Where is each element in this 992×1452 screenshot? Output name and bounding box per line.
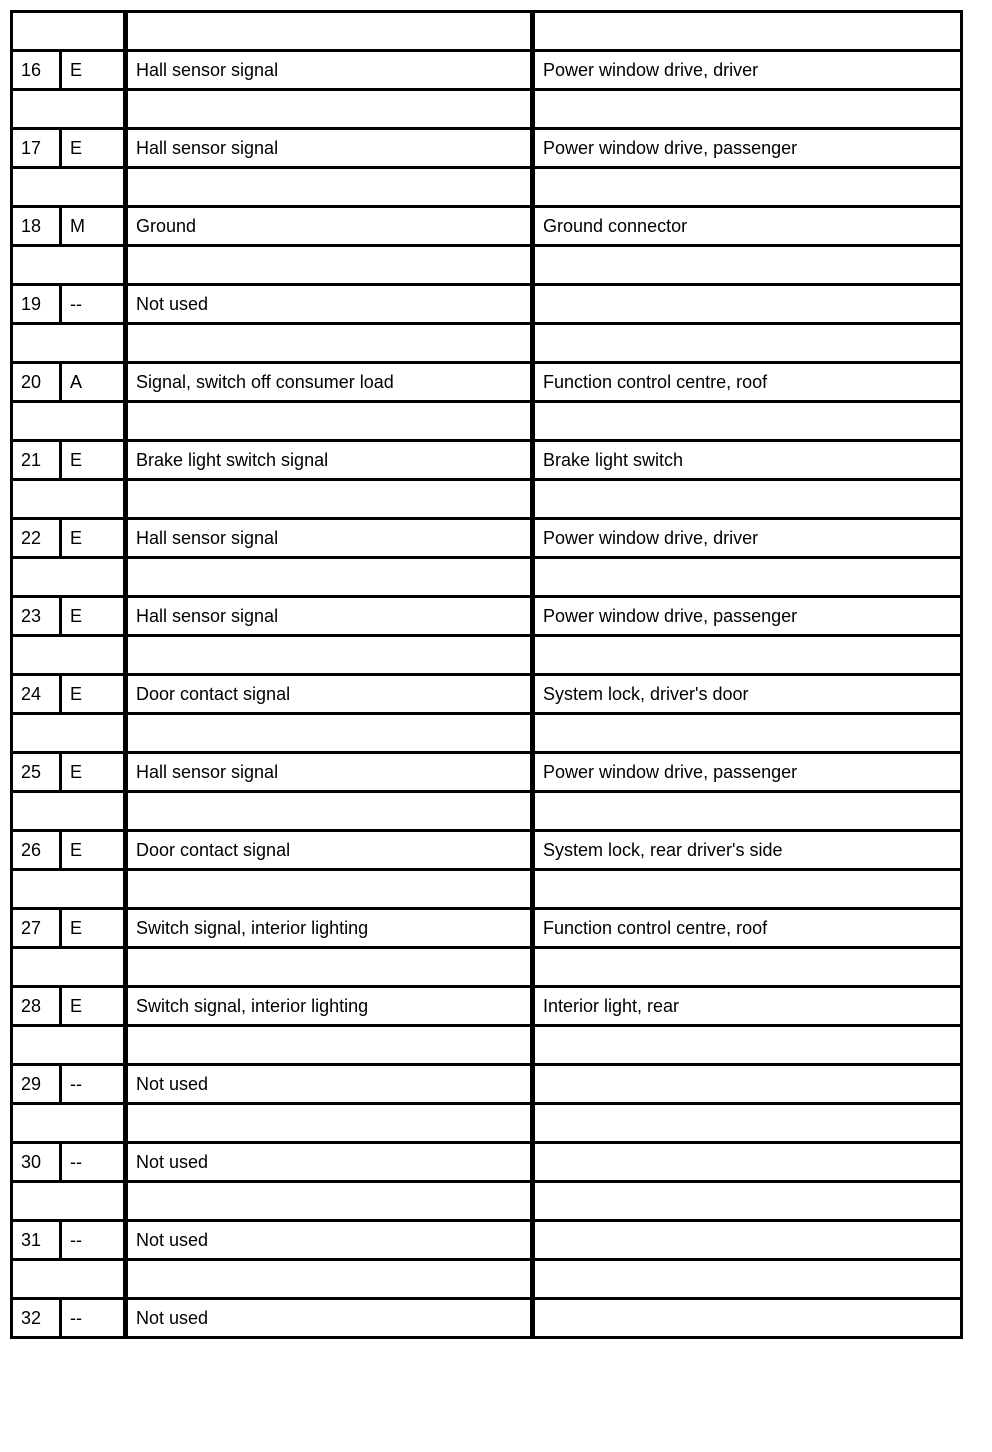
spacer-row [12, 1182, 962, 1221]
spacer-cell-signal [126, 480, 533, 519]
component-cell [533, 1221, 962, 1260]
component-cell: Ground connector [533, 207, 962, 246]
component-cell: Power window drive, passenger [533, 129, 962, 168]
spacer-row [12, 1104, 962, 1143]
spacer-cell-component [533, 1182, 962, 1221]
pin-number-cell: 26 [12, 831, 61, 870]
component-cell: System lock, rear driver's side [533, 831, 962, 870]
spacer-cell-component [533, 1026, 962, 1065]
pin-number-cell: 23 [12, 597, 61, 636]
table-row [12, 753, 962, 792]
spacer-cell-signal [126, 402, 533, 441]
spacer-cell-pin-type [12, 1026, 126, 1065]
table-row [12, 51, 962, 90]
pin-number-cell: 22 [12, 519, 61, 558]
spacer-cell-pin-type [12, 870, 126, 909]
pin-type-cell: E [61, 987, 126, 1026]
pin-number-cell: 27 [12, 909, 61, 948]
spacer-cell-pin-type [12, 792, 126, 831]
pin-number-cell: 19 [12, 285, 61, 324]
spacer-row [12, 1260, 962, 1299]
pin-type-cell: E [61, 51, 126, 90]
pin-type-cell: A [61, 363, 126, 402]
spacer-row [12, 792, 962, 831]
spacer-cell-pin-type [12, 480, 126, 519]
table-row [12, 597, 962, 636]
spacer-row [12, 636, 962, 675]
pin-number-cell: 24 [12, 675, 61, 714]
spacer-cell-pin-type [12, 714, 126, 753]
signal-description-cell: Door contact signal [126, 675, 533, 714]
spacer-cell-pin-type [12, 402, 126, 441]
component-cell [533, 1065, 962, 1104]
spacer-cell-signal [126, 714, 533, 753]
spacer-cell-signal [126, 90, 533, 129]
spacer-row [12, 558, 962, 597]
signal-description-cell: Hall sensor signal [126, 129, 533, 168]
spacer-cell-pin-type [12, 324, 126, 363]
pin-type-cell: E [61, 675, 126, 714]
pin-number-cell: 32 [12, 1299, 61, 1338]
table-row [12, 1299, 962, 1338]
component-cell: System lock, driver's door [533, 675, 962, 714]
pin-type-cell: E [61, 831, 126, 870]
spacer-cell-component [533, 558, 962, 597]
spacer-cell-component [533, 636, 962, 675]
pin-number-cell: 18 [12, 207, 61, 246]
spacer-row [12, 12, 962, 51]
pin-type-cell: -- [61, 285, 126, 324]
spacer-row [12, 870, 962, 909]
table-row [12, 129, 962, 168]
component-cell [533, 1143, 962, 1182]
signal-description-cell: Brake light switch signal [126, 441, 533, 480]
spacer-cell-pin-type [12, 1182, 126, 1221]
pin-type-cell: M [61, 207, 126, 246]
component-cell: Power window drive, passenger [533, 597, 962, 636]
spacer-cell-pin-type [12, 558, 126, 597]
table-row [12, 1065, 962, 1104]
pin-number-cell: 21 [12, 441, 61, 480]
component-cell: Function control centre, roof [533, 363, 962, 402]
table-row [12, 285, 962, 324]
spacer-cell-component [533, 714, 962, 753]
pin-type-cell: E [61, 597, 126, 636]
spacer-cell-pin-type [12, 12, 126, 51]
pin-number-cell: 30 [12, 1143, 61, 1182]
spacer-cell-signal [126, 324, 533, 363]
component-cell: Function control centre, roof [533, 909, 962, 948]
table-row [12, 831, 962, 870]
component-cell: Power window drive, driver [533, 51, 962, 90]
spacer-cell-signal [126, 948, 533, 987]
spacer-row [12, 480, 962, 519]
spacer-row [12, 402, 962, 441]
pin-type-cell: -- [61, 1299, 126, 1338]
spacer-cell-pin-type [12, 246, 126, 285]
component-cell: Power window drive, passenger [533, 753, 962, 792]
pin-type-cell: E [61, 129, 126, 168]
pin-number-cell: 20 [12, 363, 61, 402]
spacer-cell-component [533, 792, 962, 831]
spacer-cell-pin-type [12, 948, 126, 987]
spacer-cell-pin-type [12, 1260, 126, 1299]
component-cell: Power window drive, driver [533, 519, 962, 558]
pin-number-cell: 29 [12, 1065, 61, 1104]
spacer-cell-signal [126, 1026, 533, 1065]
component-cell [533, 1299, 962, 1338]
spacer-cell-signal [126, 1182, 533, 1221]
table-row [12, 909, 962, 948]
pin-type-cell: E [61, 909, 126, 948]
spacer-cell-pin-type [12, 636, 126, 675]
table-row [12, 363, 962, 402]
spacer-cell-signal [126, 168, 533, 207]
pin-type-cell: E [61, 441, 126, 480]
spacer-cell-signal [126, 246, 533, 285]
component-cell: Interior light, rear [533, 987, 962, 1026]
spacer-row [12, 246, 962, 285]
spacer-cell-pin-type [12, 168, 126, 207]
spacer-cell-signal [126, 1104, 533, 1143]
spacer-cell-component [533, 12, 962, 51]
spacer-cell-component [533, 480, 962, 519]
spacer-cell-component [533, 1260, 962, 1299]
spacer-cell-component [533, 1104, 962, 1143]
signal-description-cell: Switch signal, interior lighting [126, 909, 533, 948]
pin-number-cell: 16 [12, 51, 61, 90]
signal-description-cell: Door contact signal [126, 831, 533, 870]
signal-description-cell: Not used [126, 1299, 533, 1338]
spacer-cell-signal [126, 1260, 533, 1299]
spacer-cell-component [533, 324, 962, 363]
table-row [12, 1143, 962, 1182]
pin-number-cell: 17 [12, 129, 61, 168]
spacer-cell-component [533, 168, 962, 207]
signal-description-cell: Switch signal, interior lighting [126, 987, 533, 1026]
pin-number-cell: 28 [12, 987, 61, 1026]
signal-description-cell: Not used [126, 1221, 533, 1260]
spacer-cell-signal [126, 636, 533, 675]
spacer-cell-signal [126, 870, 533, 909]
spacer-row [12, 714, 962, 753]
component-cell: Brake light switch [533, 441, 962, 480]
pin-number-cell: 25 [12, 753, 61, 792]
spacer-row [12, 324, 962, 363]
signal-description-cell: Not used [126, 1065, 533, 1104]
table-row [12, 519, 962, 558]
table-body [12, 12, 962, 1338]
signal-description-cell: Signal, switch off consumer load [126, 363, 533, 402]
table-row [12, 1221, 962, 1260]
spacer-cell-component [533, 870, 962, 909]
spacer-cell-component [533, 246, 962, 285]
signal-description-cell: Hall sensor signal [126, 597, 533, 636]
spacer-row [12, 168, 962, 207]
pin-type-cell: E [61, 519, 126, 558]
signal-description-cell: Hall sensor signal [126, 753, 533, 792]
signal-description-cell: Ground [126, 207, 533, 246]
signal-description-cell: Not used [126, 285, 533, 324]
spacer-cell-signal [126, 558, 533, 597]
spacer-cell-component [533, 90, 962, 129]
table-row [12, 441, 962, 480]
pin-type-cell: -- [61, 1065, 126, 1104]
table-row [12, 675, 962, 714]
signal-description-cell: Not used [126, 1143, 533, 1182]
pin-type-cell: E [61, 753, 126, 792]
spacer-row [12, 1026, 962, 1065]
pin-type-cell: -- [61, 1221, 126, 1260]
spacer-cell-component [533, 948, 962, 987]
spacer-cell-pin-type [12, 90, 126, 129]
spacer-cell-pin-type [12, 1104, 126, 1143]
table-row [12, 207, 962, 246]
pin-type-cell: -- [61, 1143, 126, 1182]
component-cell [533, 285, 962, 324]
spacer-cell-signal [126, 792, 533, 831]
table-row [12, 987, 962, 1026]
spacer-row [12, 948, 962, 987]
pin-assignment-table [10, 10, 963, 1339]
pin-number-cell: 31 [12, 1221, 61, 1260]
spacer-cell-signal [126, 12, 533, 51]
spacer-row [12, 90, 962, 129]
signal-description-cell: Hall sensor signal [126, 51, 533, 90]
spacer-cell-component [533, 402, 962, 441]
signal-description-cell: Hall sensor signal [126, 519, 533, 558]
